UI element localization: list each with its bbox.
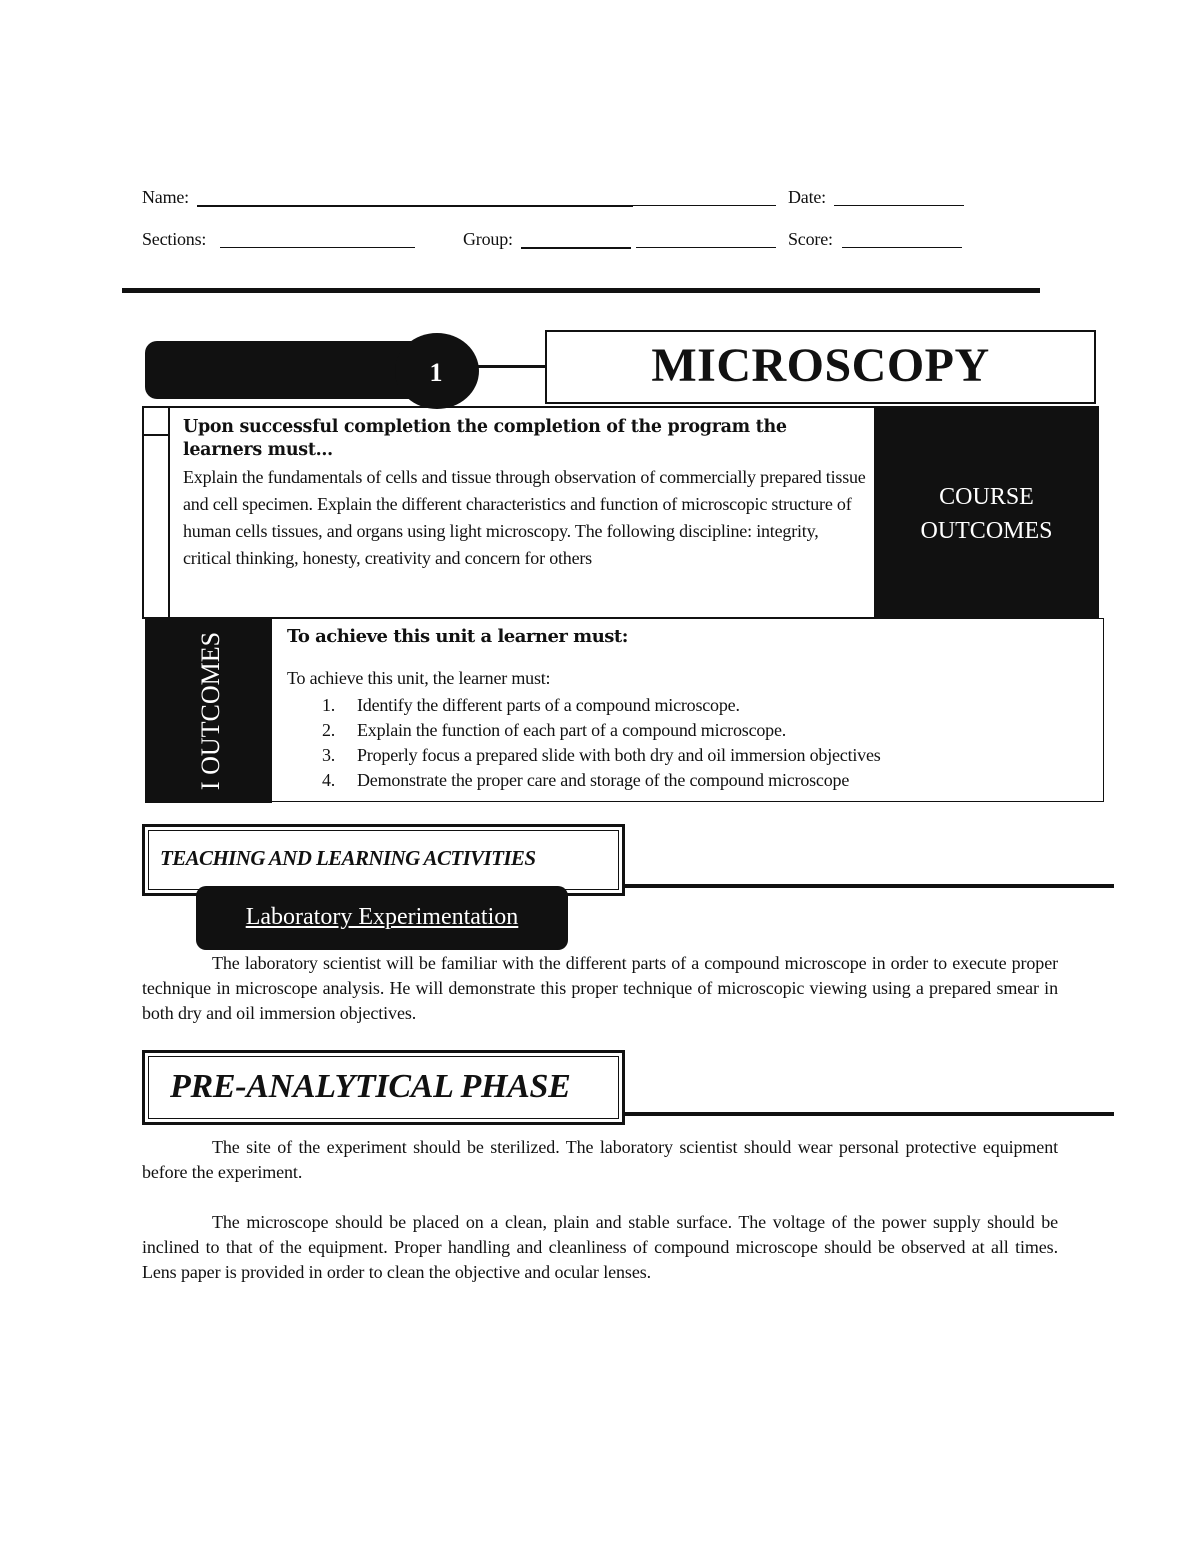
sections-label: Sections: [142,229,207,249]
date-label: Date: [788,187,826,207]
course-outcomes-label [874,480,1099,548]
list-item: 3. Properly focus a prepared slide with both dry and oil immersion objectives [322,745,881,765]
unit-outcomes-intro: To achieve this unit, the learner must: [287,668,551,688]
teaching-section-rule [624,884,1114,888]
header-separator [122,288,1040,293]
page-title: MICROSCOPY [651,339,990,392]
course-outcomes-body: Explain the fundamentals of cells and tissue through observation of commercially prepared tissue and cell specimen. Explain the different characteristics and function of microscopic structure of human cells tissues, and organs using light microscopy. The following discipline: integrity, critical thinking, honesty, creativity and concern for others [183,467,866,568]
score-field[interactable] [842,247,962,248]
list-item: 4. Demonstrate the proper care and storage of the compound microscope [322,770,850,790]
pre-analytical-paragraph-2: The microscope should be placed on a clean, plain and stable surface. The voltage of the power supply should be inclined to that of the equipment. Proper handling and cleanliness of compound microscope should be observed at all times. Lens paper is provided in order to clean the objective and ocular lenses. [142,1212,1058,1282]
teaching-heading: TEACHING AND LEARNING ACTIVITIES [160,846,536,870]
name-label: Name: [142,187,189,207]
lab-experimentation-heading: Laboratory Experimentation [245,904,519,930]
list-item: 1. Identify the different parts of a compound microscope. [322,695,740,715]
group-field-extension [636,247,776,248]
pre-analytical-heading: PRE-ANALYTICAL PHASE [170,1068,571,1105]
group-label: Group: [463,229,513,249]
group-field[interactable] [521,247,631,249]
pre-analytical-section-rule [624,1112,1114,1116]
unit-outcomes-label: I OUTCOMES [196,631,225,791]
sections-field[interactable] [220,247,415,248]
course-outcomes-strip-divider [142,434,170,436]
pre-analytical-paragraph-1: The site of the experiment should be sterilized. The laboratory scientist should wear personal protective equipment before the experiment. [142,1137,1058,1182]
course-outcomes-label-line2: OUTCOMES [920,518,1053,544]
unit-number: 1 [429,358,443,387]
unit-label-pill [145,341,427,399]
list-item: 2. Explain the function of each part of a compound microscope. [322,720,787,740]
course-outcomes-intro: Upon successful completion the completion of the program the learners must… [183,417,787,460]
course-outcomes-side-strip [142,406,170,619]
date-field[interactable] [834,205,964,206]
score-label: Score: [788,229,833,249]
unit-outcomes-heading: To achieve this unit a learner must: [287,626,628,647]
course-outcomes-label-line1: COURSE [939,484,1034,510]
teaching-paragraph: The laboratory scientist will be familiar with the different parts of a compound microscope in order to execute proper technique in microscope analysis. He will demonstrate this proper technique of microscopic viewing using a prepared smear in both dry and oil immersion objectives. [142,953,1058,1023]
unit-outcomes-list [322,693,881,793]
title-connector-line [478,365,546,368]
name-field[interactable] [197,205,633,207]
name-field-extension [633,205,776,206]
